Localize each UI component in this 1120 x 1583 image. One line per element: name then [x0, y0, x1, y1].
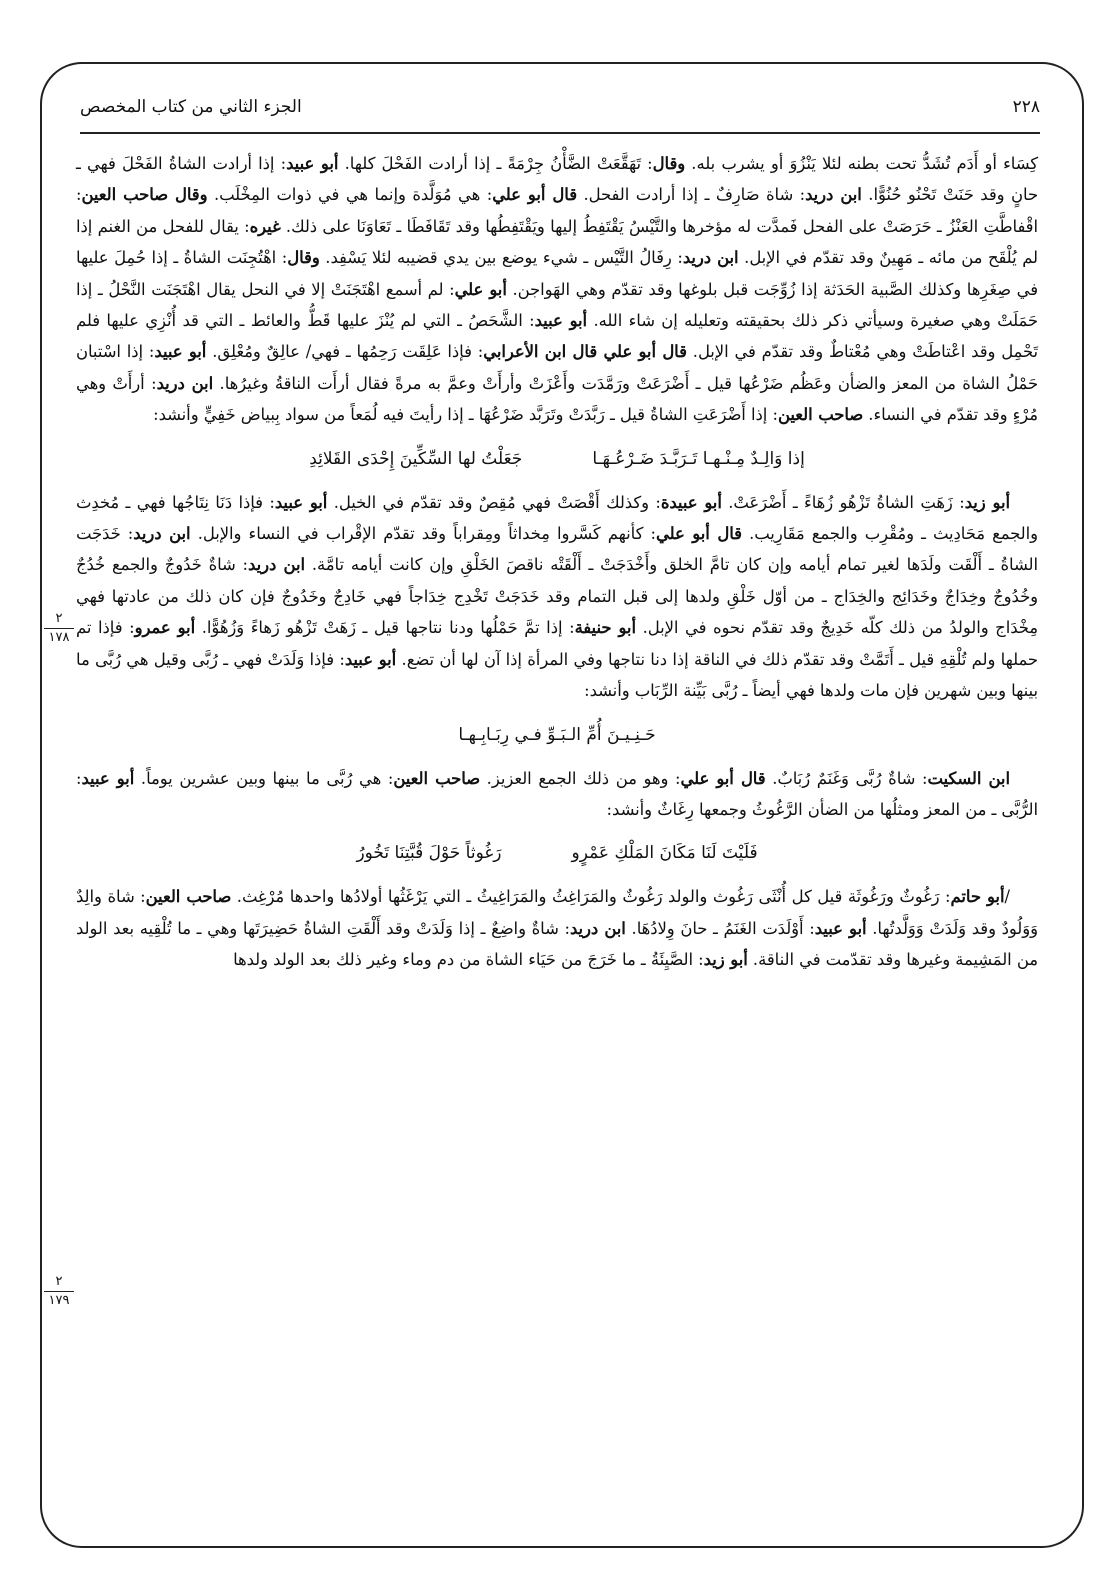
text-run: : الشَّحَصُ ـ التي لم يُنْزَ عليها قَطُّ والعائط ـ التي قد أُنْزِي عليها فلم تَحْمِل وقد اعْتاطَتْ وهي مُعْتاطٌ وقد تقدّم في الإبل. [76, 311, 1038, 362]
speaker-name: ابن دريد [156, 373, 214, 393]
text-run: : فإذا دَنَا نِتَاجُها فهي ـ مُخدِث والجمع مَحَادِيث ـ ومُقْرِب والجمع مَقَارِيب. [76, 492, 1038, 544]
speaker-name: قال أبو علي [492, 185, 577, 205]
speaker-name: أبو عبيد [814, 918, 867, 938]
speaker-name: أبو زيد [703, 950, 748, 970]
speaker-name: ابن دريد [682, 248, 739, 268]
text-run: : شاة صَارِفٌ ـ إذا أرادت الفحل. [576, 185, 806, 205]
speaker-name: وقال [287, 248, 320, 268]
text-run: : خَدَجَت الشاةُ ـ أَلْقَت ولَدَها لغير تمام أيامه وإن كان تامَّ الخلق وأَخْدَجَتْ ـ أَلْقَتْه ناقصَ الخَلْقِ وإن كانت أيامه تامَّة. [76, 524, 1039, 575]
speaker-name: أبو علي [454, 279, 507, 299]
text-run: : اهْتُجِنَت الشاةُ ـ إذا حُمِلَ عليها في صِغَرِها وكذلك الصَّبية الحَدَثة إذا زُوِّجَت قبل بلوغها وقد تقدّم وهي الهَواجن. [76, 248, 1038, 299]
text-run: : إذا تمَّ حَمْلُها ودنا نتاجها قيل ـ زَهَتْ تَزْهُو زَهاءً وَزُهُوًّا. [195, 618, 575, 638]
speaker-name: أبو حاتم [950, 887, 1005, 907]
text-run: : لم أسمع اهْتَجَنَتْ إلا في النحل يقال اهْتَجَنَت النَّحْلُ ـ إذا حَمَلَتْ وهي صغيرة وسيأتي ذكر ذلك بحقيقته وتعليله إن شاء الله. [76, 279, 1038, 331]
paragraph [76, 487, 1038, 707]
text-run: : هي رُبَّى ما بينها وبين عشرين يوماً. [134, 768, 394, 788]
speaker-name: ابن دريد [805, 185, 862, 205]
speaker-name: أبو زيد [964, 492, 1010, 512]
speaker-name: أبو عبيدة [660, 492, 722, 512]
speaker-name: قال أبو علي [680, 768, 766, 788]
text-run: : إذا اسْتبان حَمْلُ الشاة من المعز والضأن وعَظُم ضَرْعُها قيل ـ أَضْرَعَتْ ورَمَّدَت وأَعْزَتْ وأرأَتْ وعمَّ به مرةً فقال أرأَت الناقةُ وغيرُها. [76, 342, 1039, 393]
speaker-name: صاحب العين [777, 405, 864, 425]
verse-hemistich: جَعَلْتُ لها السِّكِّينَ إِحْدَى القَلائِدِ [309, 448, 523, 469]
verse-line: حَـنِـيـنَ أُمِّ الـبَـوِّ فـي رِبَـابِـهـا [458, 724, 656, 745]
text-run: : فإذا عَلِقَت رَحِمُها ـ فهي/ عالِقٌ ومُعْلِق. [206, 342, 484, 362]
speaker-name: ابن دريد [133, 524, 191, 544]
verse [76, 717, 1038, 753]
text-run: : وهو من ذلك الجمع العزيز. [480, 768, 681, 788]
text-run: : الصَّيِئَةُ ـ ما خَرَجَ من حَيَاء الشاة من دم وماء وغير ذلك بعد الولد ولدها [233, 950, 704, 970]
text-run: : فإذا وَلَدَتْ فهي ـ رُبَّى وقيل هي رُبَّى ما بينها وبين شهرين فإن مات ولدها فهي أيضاً ـ رُبَّى بَيِّنة الرِّبَاب وأنشد: [76, 649, 1038, 701]
margin-reference [44, 612, 74, 645]
text-run: : وكذلك أَقْصَتْ فهي مُقِصٌ وقد تقدّم في الخيل. [327, 492, 661, 512]
speaker-name: غيره [249, 216, 281, 236]
text-run: : اقْفاطَّتِ العَنْزُ ـ حَرَصَتْ على الفحل فَمدَّت له مؤخرها والتَّيْسُ يَقْتَفِطُ إليها ويَقْتَفِطُها وقد تَقَافَطَا ـ تَعَاوَنَا على ذلك. [76, 185, 1038, 236]
speaker-name: وقال صاحب العين [81, 185, 208, 205]
running-header [80, 92, 1040, 122]
text-run: : فإذا تم حملها ولم تُلْقِهِ قيل ـ أَتَمَّتْ وقد تقدّم ذلك في الناقة إذا دنا نتاجها وفي المرأة إذا آن لها أن تضع. [76, 618, 1038, 669]
margin-reference [44, 1275, 74, 1308]
verse-hemistich: فَلَيْتَ لَنَا مَكَانَ المَلْكِ عَمْرٍو [571, 843, 758, 864]
verse-hemistich: رَغُوثاً حَوْلَ قُبَّتِنَا تَخُورُ [356, 843, 502, 864]
text-run: : هي مُوَلَّدة وإنما هي في ذوات المِخْلَب. [207, 185, 493, 205]
text-run: : شاةٌ واضِعٌ ـ إذا وَلَدَتْ وقد أَلْقَتِ الشاةُ حَضِيرَتَها وهي ـ ما تُلْقِيه بعد الولد من المَشِيمة وغيرها وقد تقدّمت في الناقة. [76, 918, 1038, 970]
text-run: : شاةٌ خَدُوجٌ والجمع خُدُجٌ وخُدُوجٌ وخِدَاجٌ وخَدَائِج والخِدَاج ـ من أوّل خَلْقِ ولدها إلى قبل التمام وقد خَدَجَتْ تَخْدِج خِدَاجاً فهي خَادِجٌ وخَدُوجٌ فإن كان ذلك من عادتها فهي مِخْدَاج والولدُ من ذلك كلّه خَدِيجٌ وقد تقدّم نحوه في الإبل. [76, 555, 1038, 638]
text-run: : أَوْلَدَت الغَنَمُ ـ حانَ وِلادُهَا. [625, 918, 815, 938]
speaker-name: صاحب العين [145, 887, 232, 907]
speaker-name: أبو حنيفة [574, 618, 636, 638]
header-rule [80, 132, 1040, 134]
speaker-name: قال أبو علي قال ابن الأعرابي [483, 342, 687, 362]
speaker-name: أبو عبيد [81, 768, 135, 788]
text-run: / [1004, 887, 1010, 907]
paragraph [76, 881, 1038, 975]
speaker-name: قال أبو علي [656, 524, 742, 544]
margin-reference-volume: ٢ [44, 1275, 74, 1292]
speaker-name: أبو عبيد [274, 492, 328, 512]
speaker-name: أبو عبيد [286, 154, 339, 173]
text-run: : شاة والِدٌ وَوَلُودٌ وقد وَلَدَتْ وَوَلَّدتُها. [76, 887, 1038, 938]
text-run: : إذا أرادت الشاةُ الفَحْلَ فهي ـ حانٍ وقد حَنَتْ تَحْنُو حُنُوًّا. [76, 154, 1039, 205]
text-run: : الرُّبَّى ـ من المعز ومثلُها من الضأن الرَّغُوثُ وجمعها رِغَاثٌ وأنشد: [76, 768, 1038, 819]
verse-hemistich: إذا وَالِـدٌ مِـنْـهـا تَـرَبَّـدَ ضَـرْعُـهَـا [592, 448, 805, 469]
speaker-name: ابن السكيت [927, 768, 1010, 788]
text-run: : يقال للفحل من الغنم إذا لم يُلْقَح من مائه ـ مَهِينٌ وقد تقدّم في الإبل. [76, 216, 1038, 268]
speaker-name: ابن دريد [248, 555, 306, 575]
paragraph [76, 148, 1038, 431]
main-text [76, 148, 1038, 1523]
margin-reference-page: ١٧٨ [48, 630, 70, 645]
speaker-name: أبو عبيد [534, 311, 588, 331]
verse [76, 835, 1038, 871]
speaker-name: أبو عمرو [134, 618, 196, 638]
text-run: : أرأَتْ وهي مُرْءٍ وقد تقدّم في النساء. [76, 373, 1038, 425]
verse [76, 441, 1038, 477]
text-run: : شاةٌ رُبَّى وَغَنَمٌ رُبَابٌ. [765, 768, 928, 788]
text-run: : رِفَالُ التَّيْس ـ شيء يوضع بين يدي قضيبه لئلا يَسْفِد. [319, 248, 683, 268]
text-run: : رَغُوثٌ ورَغُوثَة قيل كل أُنْثَى رَغُوث والولد رَغُوثٌ والمَرَاغِثُ والمَرَاغِيثُ ـ التي يَرْغَثُها أولادُها واحدها مُرْغِث. [231, 887, 951, 907]
text-run: : تَهَقَّعَتْ الضَّأْنُ جِرْمَةً ـ إذا أرادت الفَحْلَ كلها. [338, 154, 653, 173]
margin-reference-volume: ٢ [44, 612, 74, 629]
text-run: : كأنهم كَسَّروا مِخداثاً ومِقراباً وقد تقدّم الإقْراب في النساء والإبل. [190, 524, 656, 544]
speaker-name: صاحب العين [393, 768, 480, 788]
book-title: الجزء الثاني من كتاب المخصص [80, 97, 302, 117]
margin-reference-page: ١٧٩ [48, 1293, 70, 1308]
page-number: ٢٢٨ [1012, 97, 1040, 117]
speaker-name: وقال [652, 154, 686, 173]
text-run: كِسَاء أو أَدَم تُشَدُّ تحت بطنه لئلا يَنْزُوَ أو يشرب بله. [685, 154, 1039, 173]
speaker-name: أبو عبيد [344, 649, 397, 669]
text-run: : إذا أَضْرَعَتِ الشاةُ قيل ـ رَبَّدَتْ وتَرَبَّد ضَرْعُهَا ـ إذا رأيتَ فيه لُمَعاً من سواد بِبياض خَفِيٍّ وأنشد: [153, 405, 778, 425]
speaker-name: ابن دريد [569, 918, 626, 938]
text-run: : زَهَتِ الشاةُ تَزْهُو زُهَاءً ـ أَضْرَعَتْ. [721, 492, 965, 512]
speaker-name: أبو عبيد [154, 342, 207, 362]
paragraph [76, 763, 1038, 826]
